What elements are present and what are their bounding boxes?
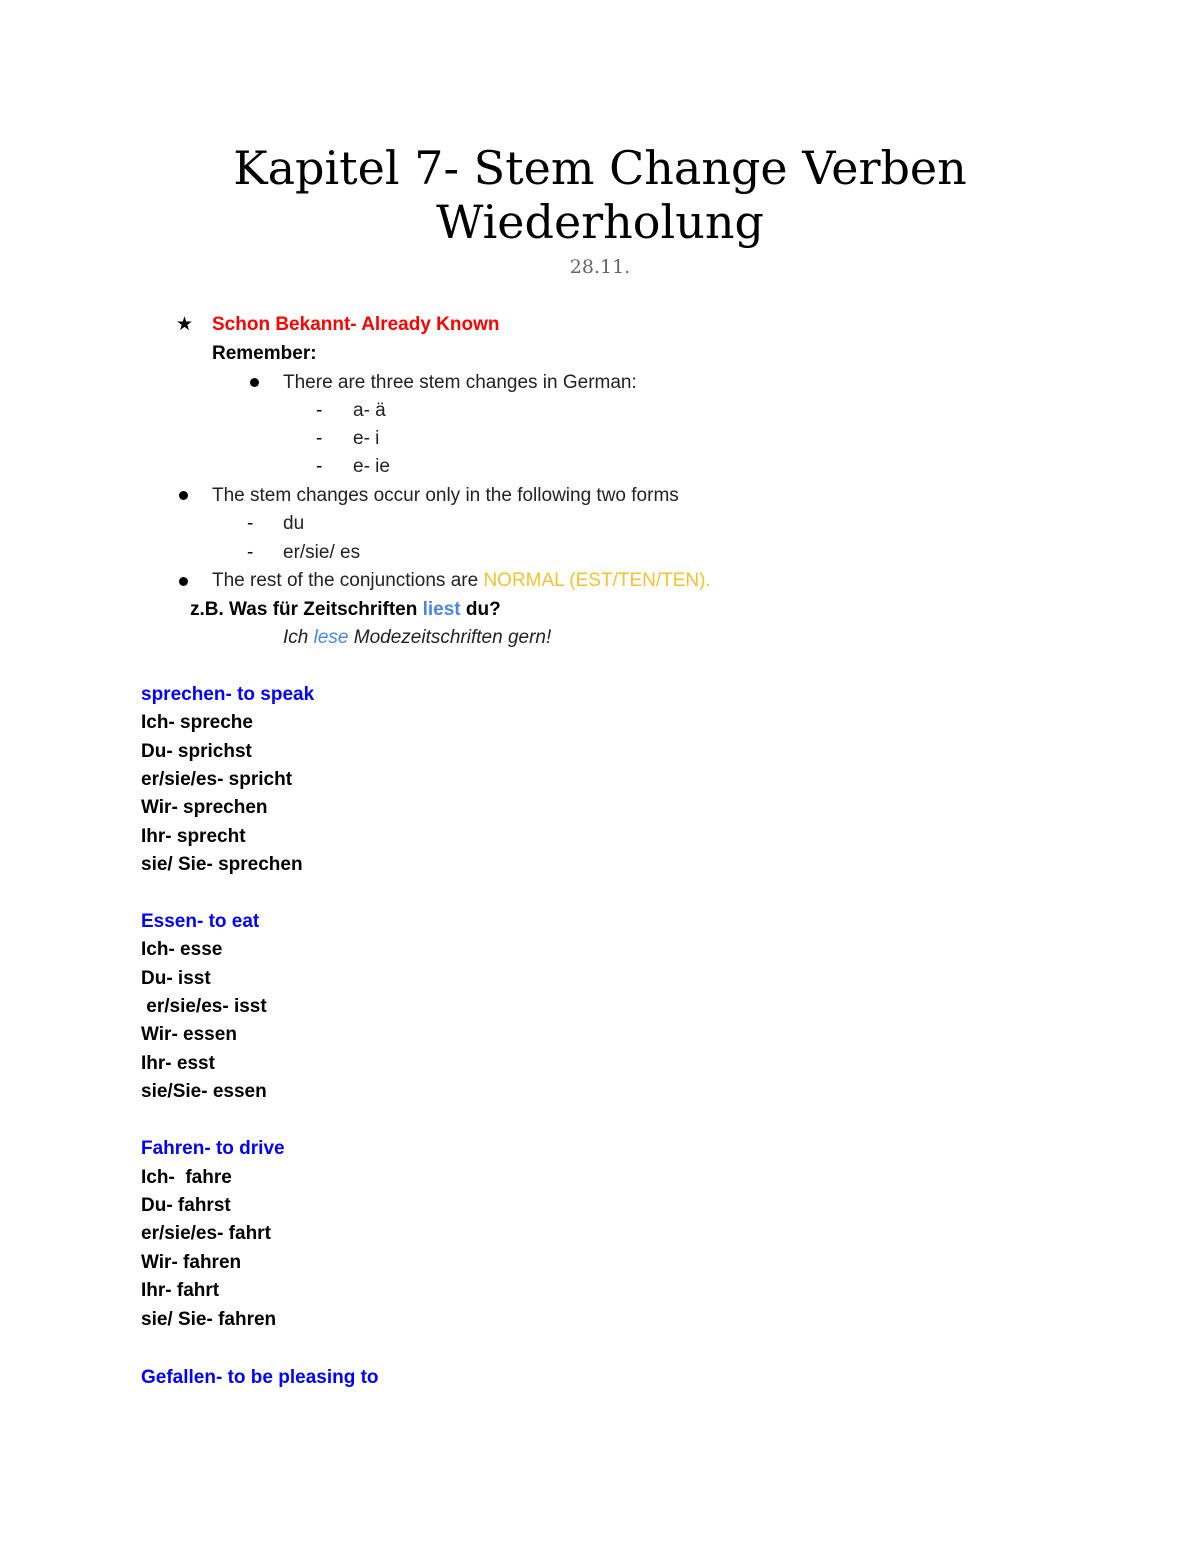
conjugation-line: Wir- sprechen bbox=[141, 797, 268, 818]
form-item: er/sie/ es bbox=[283, 542, 361, 563]
bullet-rest-text: The rest of the conjunctions are bbox=[212, 570, 484, 591]
conjugation-line: Ich- esse bbox=[141, 939, 223, 960]
example-question-post: du? bbox=[460, 599, 501, 620]
stem-change-item: e- i bbox=[353, 428, 380, 449]
conjugation-line: Du- isst bbox=[141, 968, 211, 989]
conjugation-line: Ihr- fahrt bbox=[141, 1280, 220, 1301]
verb-heading: Fahren- to drive bbox=[141, 1138, 285, 1159]
bullet-text-stem-changes: There are three stem changes in German: bbox=[283, 372, 637, 393]
verb-heading: sprechen- to speak bbox=[141, 684, 315, 705]
conjugation-line: Du- sprichst bbox=[141, 741, 252, 762]
form-item: du bbox=[283, 513, 305, 534]
document-date: 28.11. bbox=[569, 256, 631, 278]
conjugation-line: er/sie/es- fahrt bbox=[141, 1223, 271, 1244]
conjugation-line: sie/ Sie- sprechen bbox=[141, 854, 303, 875]
star-bullet-icon: ★ bbox=[176, 314, 194, 335]
bullet-dot-icon bbox=[179, 491, 188, 500]
remember-label: Remember: bbox=[212, 343, 317, 364]
conjugation-line: Du- fahrst bbox=[141, 1195, 231, 1216]
example-answer-verb: lese bbox=[313, 627, 349, 648]
dash-icon: - bbox=[316, 400, 323, 421]
conjugation-line: sie/Sie- essen bbox=[141, 1081, 267, 1102]
normal-highlight: NORMAL (EST/TEN/TEN). bbox=[483, 570, 711, 591]
example-question-verb: liest bbox=[422, 599, 461, 620]
dash-icon: - bbox=[316, 456, 323, 477]
section-heading: Schon Bekannt- Already Known bbox=[212, 314, 500, 335]
example-answer-pre: Ich bbox=[283, 627, 314, 648]
document-title-line1: Kapitel 7- Stem Change Verben bbox=[233, 141, 967, 195]
example-question-pre: z.B. Was für Zeitschriften bbox=[190, 599, 423, 620]
bullet-dot-icon bbox=[250, 378, 259, 387]
dash-icon: - bbox=[247, 542, 254, 563]
bullet-dot-icon bbox=[179, 577, 188, 586]
conjugation-line: Wir- fahren bbox=[141, 1252, 242, 1273]
bullet-text-forms: The stem changes occur only in the following two forms bbox=[212, 485, 679, 506]
conjugation-line: Wir- essen bbox=[141, 1024, 237, 1045]
conjugation-line: er/sie/es- spricht bbox=[141, 769, 293, 790]
conjugation-line: Ich- fahre bbox=[141, 1167, 232, 1188]
conjugation-line: sie/ Sie- fahren bbox=[141, 1309, 277, 1330]
example-question bbox=[190, 598, 501, 622]
conjugation-line: er/sie/es- isst bbox=[141, 996, 267, 1017]
dash-icon: - bbox=[316, 428, 323, 449]
bullet-text-rest bbox=[212, 569, 711, 593]
conjugation-line: Ich- spreche bbox=[141, 712, 253, 733]
verb-heading: Essen- to eat bbox=[141, 911, 260, 932]
dash-icon: - bbox=[247, 513, 254, 534]
stem-change-item: e- ie bbox=[353, 456, 390, 477]
example-answer bbox=[283, 626, 551, 650]
conjugation-line: Ihr- sprecht bbox=[141, 826, 246, 847]
conjugation-line: Ihr- esst bbox=[141, 1053, 215, 1074]
stem-change-item: a- ä bbox=[353, 400, 386, 421]
document-title-line2: Wiederholung bbox=[436, 195, 764, 249]
example-answer-post: Modezeitschriften gern! bbox=[348, 627, 552, 648]
verb-heading: Gefallen- to be pleasing to bbox=[141, 1367, 379, 1388]
